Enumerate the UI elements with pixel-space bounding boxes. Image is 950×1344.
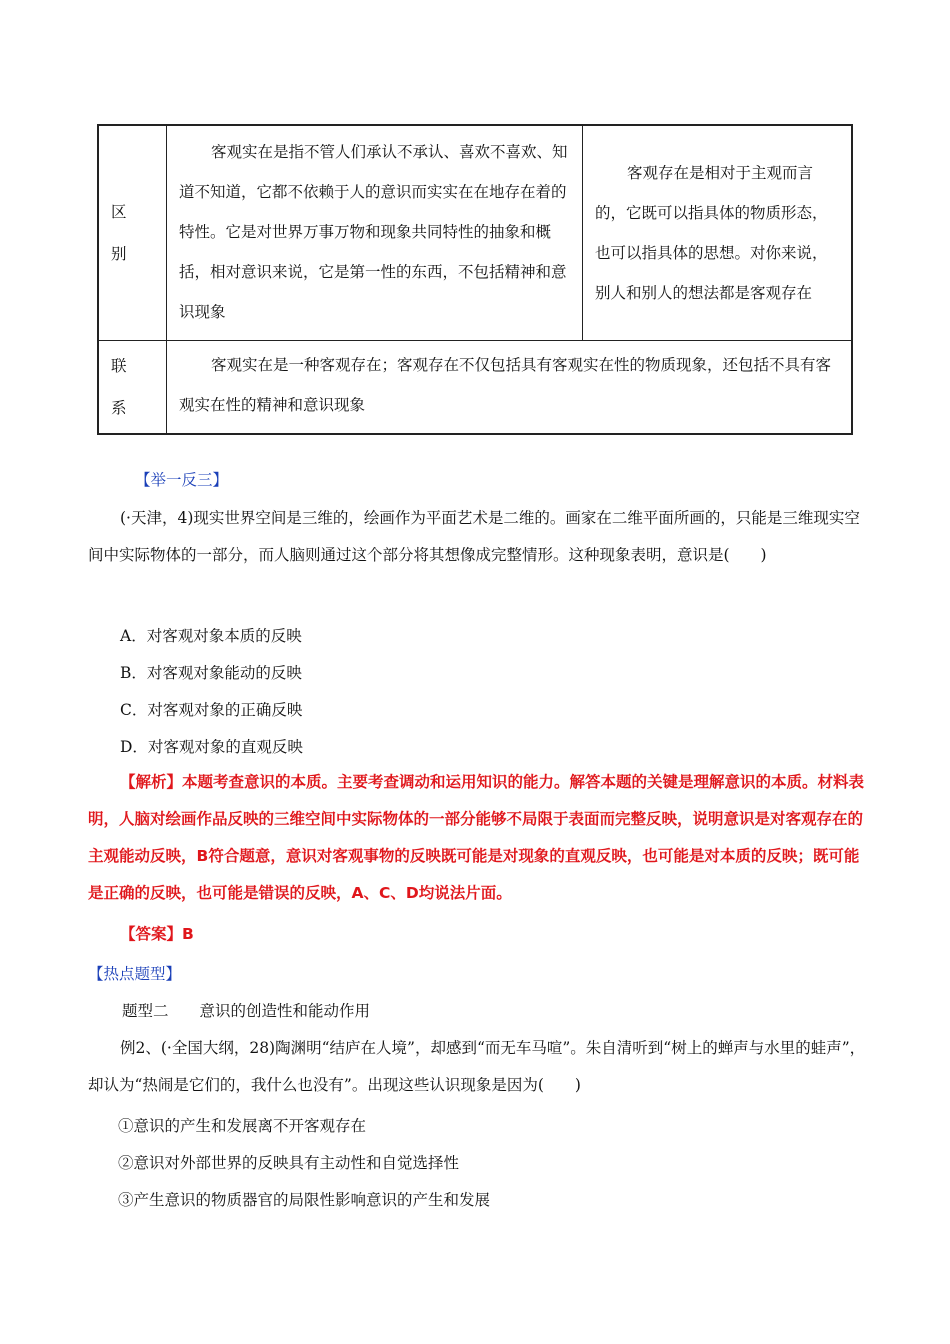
- section-heading-practice: 【举一反三】: [135, 471, 229, 489]
- section-heading-hot-topics: 【热点题型】: [88, 965, 182, 983]
- objective-reality-cell: 客观实在是指不管人们承认不承认、喜欢不喜欢、知道不知道，它都不依赖于人的意识而实实在在地存在着的特性。它是对世界万事万物和现象共同特性的抽象和概括，相对意识来说，它是第一性的东西，不包括精神和意识现象: [167, 125, 583, 341]
- question-stem: (·天津，4)现实世界空间是三维的，绘画作为平面艺术是二维的。画家在二维平面所画的，只能是三维现实空间中实际物体的一部分，而人脑则通过这个部分将其想像成完整情形。这种现象表明，意识是( ): [88, 509, 860, 564]
- comparison-table: [97, 124, 853, 435]
- option-b: B．对客观对象能动的反映: [120, 664, 302, 682]
- example-stem: 例2、(·全国大纲，28)陶渊明“结庐在人境”，却感到“而无车马喧”。朱自清听到“树上的蝉声与水里的蛙声”，却认为“热闹是它们的，我什么也没有”。出现这些认识现象是因为( ): [88, 1039, 866, 1094]
- option-c: C．对客观对象的正确反映: [120, 701, 303, 719]
- statement-1: ①意识的产生和发展离不开客观存在: [118, 1117, 367, 1135]
- option-a: A．对客观对象本质的反映: [120, 627, 302, 645]
- option-d: D．对客观对象的直观反映: [120, 738, 303, 756]
- table-row-difference: [98, 125, 852, 341]
- options-list: [100, 618, 700, 766]
- analysis-text: 【解析】本题考查意识的本质。主要考查调动和运用知识的能力。解答本题的关键是理解意识的本质。材料表明，人脑对绘画作品反映的三维空间中实际物体的一部分能够不局限于表面而完整反映，说明意识是对客观存在的主观能动反映，B符合题意，意识对客观事物的反映既可能是对现象的直观反映，也可能是对本质的反映；既可能是正确的反映，也可能是错误的反映，A、C、D均说法片面。: [88, 773, 865, 902]
- row-label-connection: 联 系: [98, 341, 167, 435]
- answer-text: 【答案】B: [120, 925, 194, 943]
- statements-list: [118, 1108, 818, 1219]
- row-label-difference: 区 别: [98, 125, 167, 341]
- question-type-title: 题型二 意识的创造性和能动作用: [122, 1002, 371, 1020]
- objective-existence-cell: 客观存在是相对于主观而言的，它既可以指具体的物质形态，也可以指具体的思想。对你来说，别人和别人的想法都是客观存在: [583, 125, 853, 341]
- table-row-connection: [98, 341, 852, 435]
- statement-2: ②意识对外部世界的反映具有主动性和自觉选择性: [118, 1154, 460, 1172]
- statement-3: ③产生意识的物质器官的局限性影响意识的产生和发展: [118, 1191, 491, 1209]
- connection-cell: 客观实在是一种客观存在；客观存在不仅包括具有客观实在性的物质现象，还包括不具有客观实在性的精神和意识现象: [167, 341, 853, 435]
